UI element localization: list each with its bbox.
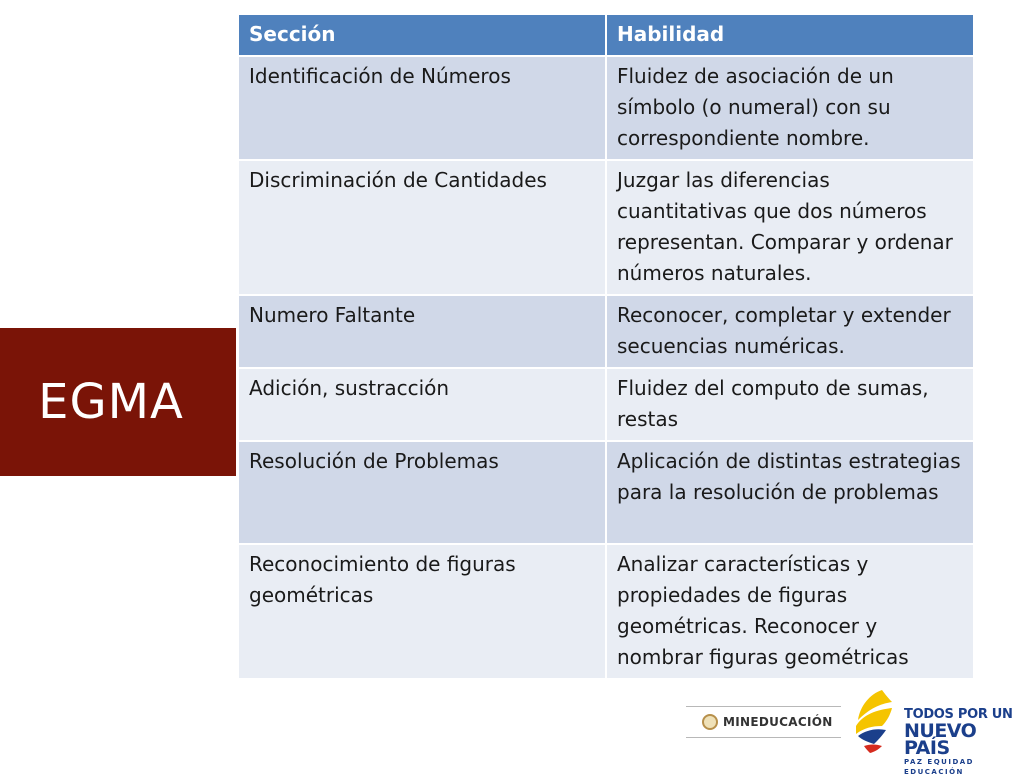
slogan-line-2: NUEVO PAÍS [904,720,977,759]
slogan-line-1: TODOS POR UN [904,707,1013,722]
footer-logos [686,680,1020,776]
skill-cell: Fluidez de asociación de un símbolo (o numeral) con su correspondiente nombre. [606,56,974,160]
table-row [238,295,974,368]
mineducacion-logo [686,706,841,738]
egma-title: EGMA [38,374,184,430]
header-skill: Habilidad [606,14,974,56]
section-cell: Numero Faltante [238,295,606,368]
todos-por-un-nuevo-pais-logo [904,706,1020,777]
skill-cell: Reconocer, completar y extender secuencias numéricas. [606,295,974,368]
skill-cell: Analizar características y propiedades de figuras geométricas. Reconocer y nombrar figuras geométricas [606,544,974,679]
header-section: Sección [238,14,606,56]
section-cell: Identificación de Números [238,56,606,160]
skill-cell: Aplicación de distintas estrategias para la resolución de problemas [606,441,974,544]
section-cell: Reconocimiento de figuras geométricas [238,544,606,679]
table-row [238,544,974,679]
egma-title-box [0,328,236,476]
table-row [238,368,974,441]
skills-table [237,13,975,680]
section-cell: Resolución de Problemas [238,441,606,544]
table-row [238,441,974,544]
skill-cell: Fluidez del computo de sumas, restas [606,368,974,441]
coat-of-arms-icon [702,714,718,730]
table-row [238,56,974,160]
table-row [238,160,974,295]
table-header-row [238,14,974,56]
colombia-flag-icon [852,686,900,754]
section-cell: Discriminación de Cantidades [238,160,606,295]
mineducacion-logo-text: MINEDUCACIÓN [723,715,833,729]
slogan-line-3: PAZ EQUIDAD EDUCACIÓN [904,758,974,776]
skill-cell: Juzgar las diferencias cuantitativas que dos números representan. Comparar y ordenar números naturales. [606,160,974,295]
section-cell: Adición, sustracción [238,368,606,441]
